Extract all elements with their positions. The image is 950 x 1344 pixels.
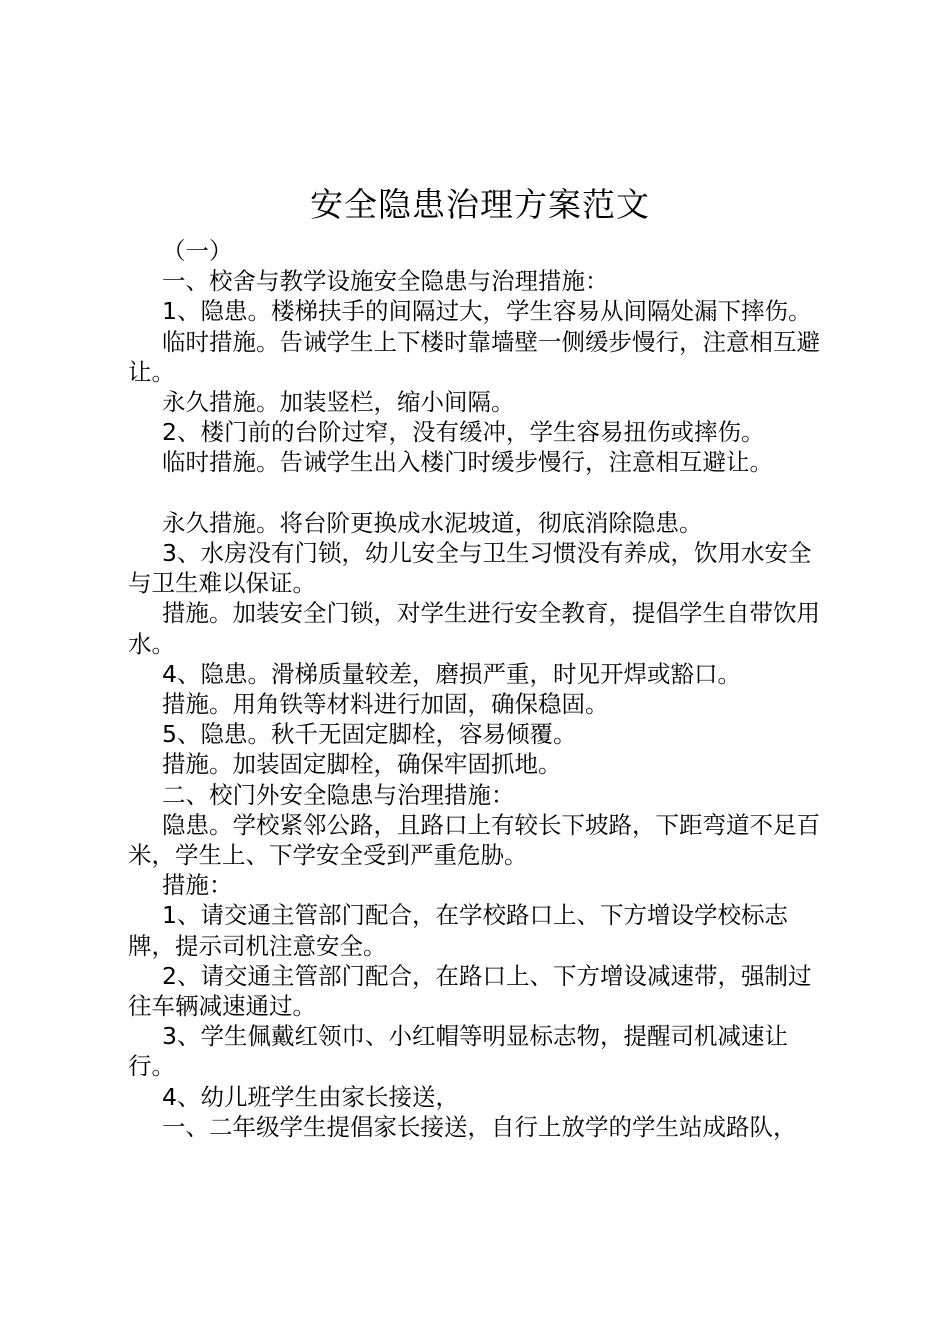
paragraph: 4、幼儿班学生由家长接送， — [162, 1082, 459, 1111]
paragraph: 永久措施。加装竖栏，缩小间隔。 — [162, 388, 515, 417]
document-body — [128, 236, 828, 1142]
paragraph: 5、隐患。秋千无固定脚栓，容易倾覆。 — [162, 720, 577, 749]
paragraph: 隐患。学校紧邻公路，且路口上有较长下坡路，下距弯道不足百米，学生上、下学安全受到严重危胁。 — [128, 810, 820, 870]
paragraph: 2、请交通主管部门配合，在路口上、下方增设减速带，强制过往车辆减速通过。 — [128, 961, 812, 1021]
paragraph: 3、水房没有门锁，幼儿安全与卫生习惯没有养成，饮用水安全与卫生难以保证。 — [128, 539, 812, 598]
paragraph: 措施： — [162, 871, 233, 900]
document-title: 安全隐患治理方案范文 — [310, 185, 650, 224]
paragraph: 4、隐患。滑梯质量较差，磨损严重，时见开焊或豁口。 — [162, 659, 741, 688]
blank-line — [128, 478, 828, 508]
paragraph: 2、楼门前的台阶过窄，没有缓冲，学生容易扭伤或摔伤。 — [162, 418, 765, 447]
paragraph: 1、请交通主管部门配合，在学校路口上、下方增设学校标志牌，提示司机注意安全。 — [128, 901, 788, 960]
section-heading: 一、校舍与教学设施安全隐患与治理措施： — [162, 267, 609, 296]
paragraph: 措施。用角铁等材料进行加固，确保稳固。 — [162, 690, 609, 719]
section-heading: 二、校门外安全隐患与治理措施： — [162, 780, 515, 809]
paragraph: 永久措施。将台阶更换成水泥坡道，彻底消除隐患。 — [162, 508, 703, 537]
paragraph: 1、隐患。楼梯扶手的间隔过大，学生容易从间隔处漏下摔伤。 — [162, 297, 812, 326]
paragraph: 措施。加装固定脚栓，确保牢固抓地。 — [162, 750, 562, 779]
paragraph: 3、学生佩戴红领巾、小红帽等明显标志物，提醒司机减速让行。 — [128, 1022, 788, 1081]
paragraph: 一、二年级学生提倡家长接送，自行上放学的学生站成路队， — [162, 1112, 797, 1141]
paragraph: 临时措施。告诫学生出入楼门时缓步慢行，注意相互避让。 — [162, 448, 773, 477]
paragraph: （一） — [162, 237, 233, 265]
paragraph: 临时措施。告诫学生上下楼时靠墙壁一侧缓步慢行，注意相互避让。 — [128, 327, 820, 386]
paragraph: 措施。加装安全门锁，对学生进行安全教育，提倡学生自带饮用水。 — [128, 599, 820, 658]
